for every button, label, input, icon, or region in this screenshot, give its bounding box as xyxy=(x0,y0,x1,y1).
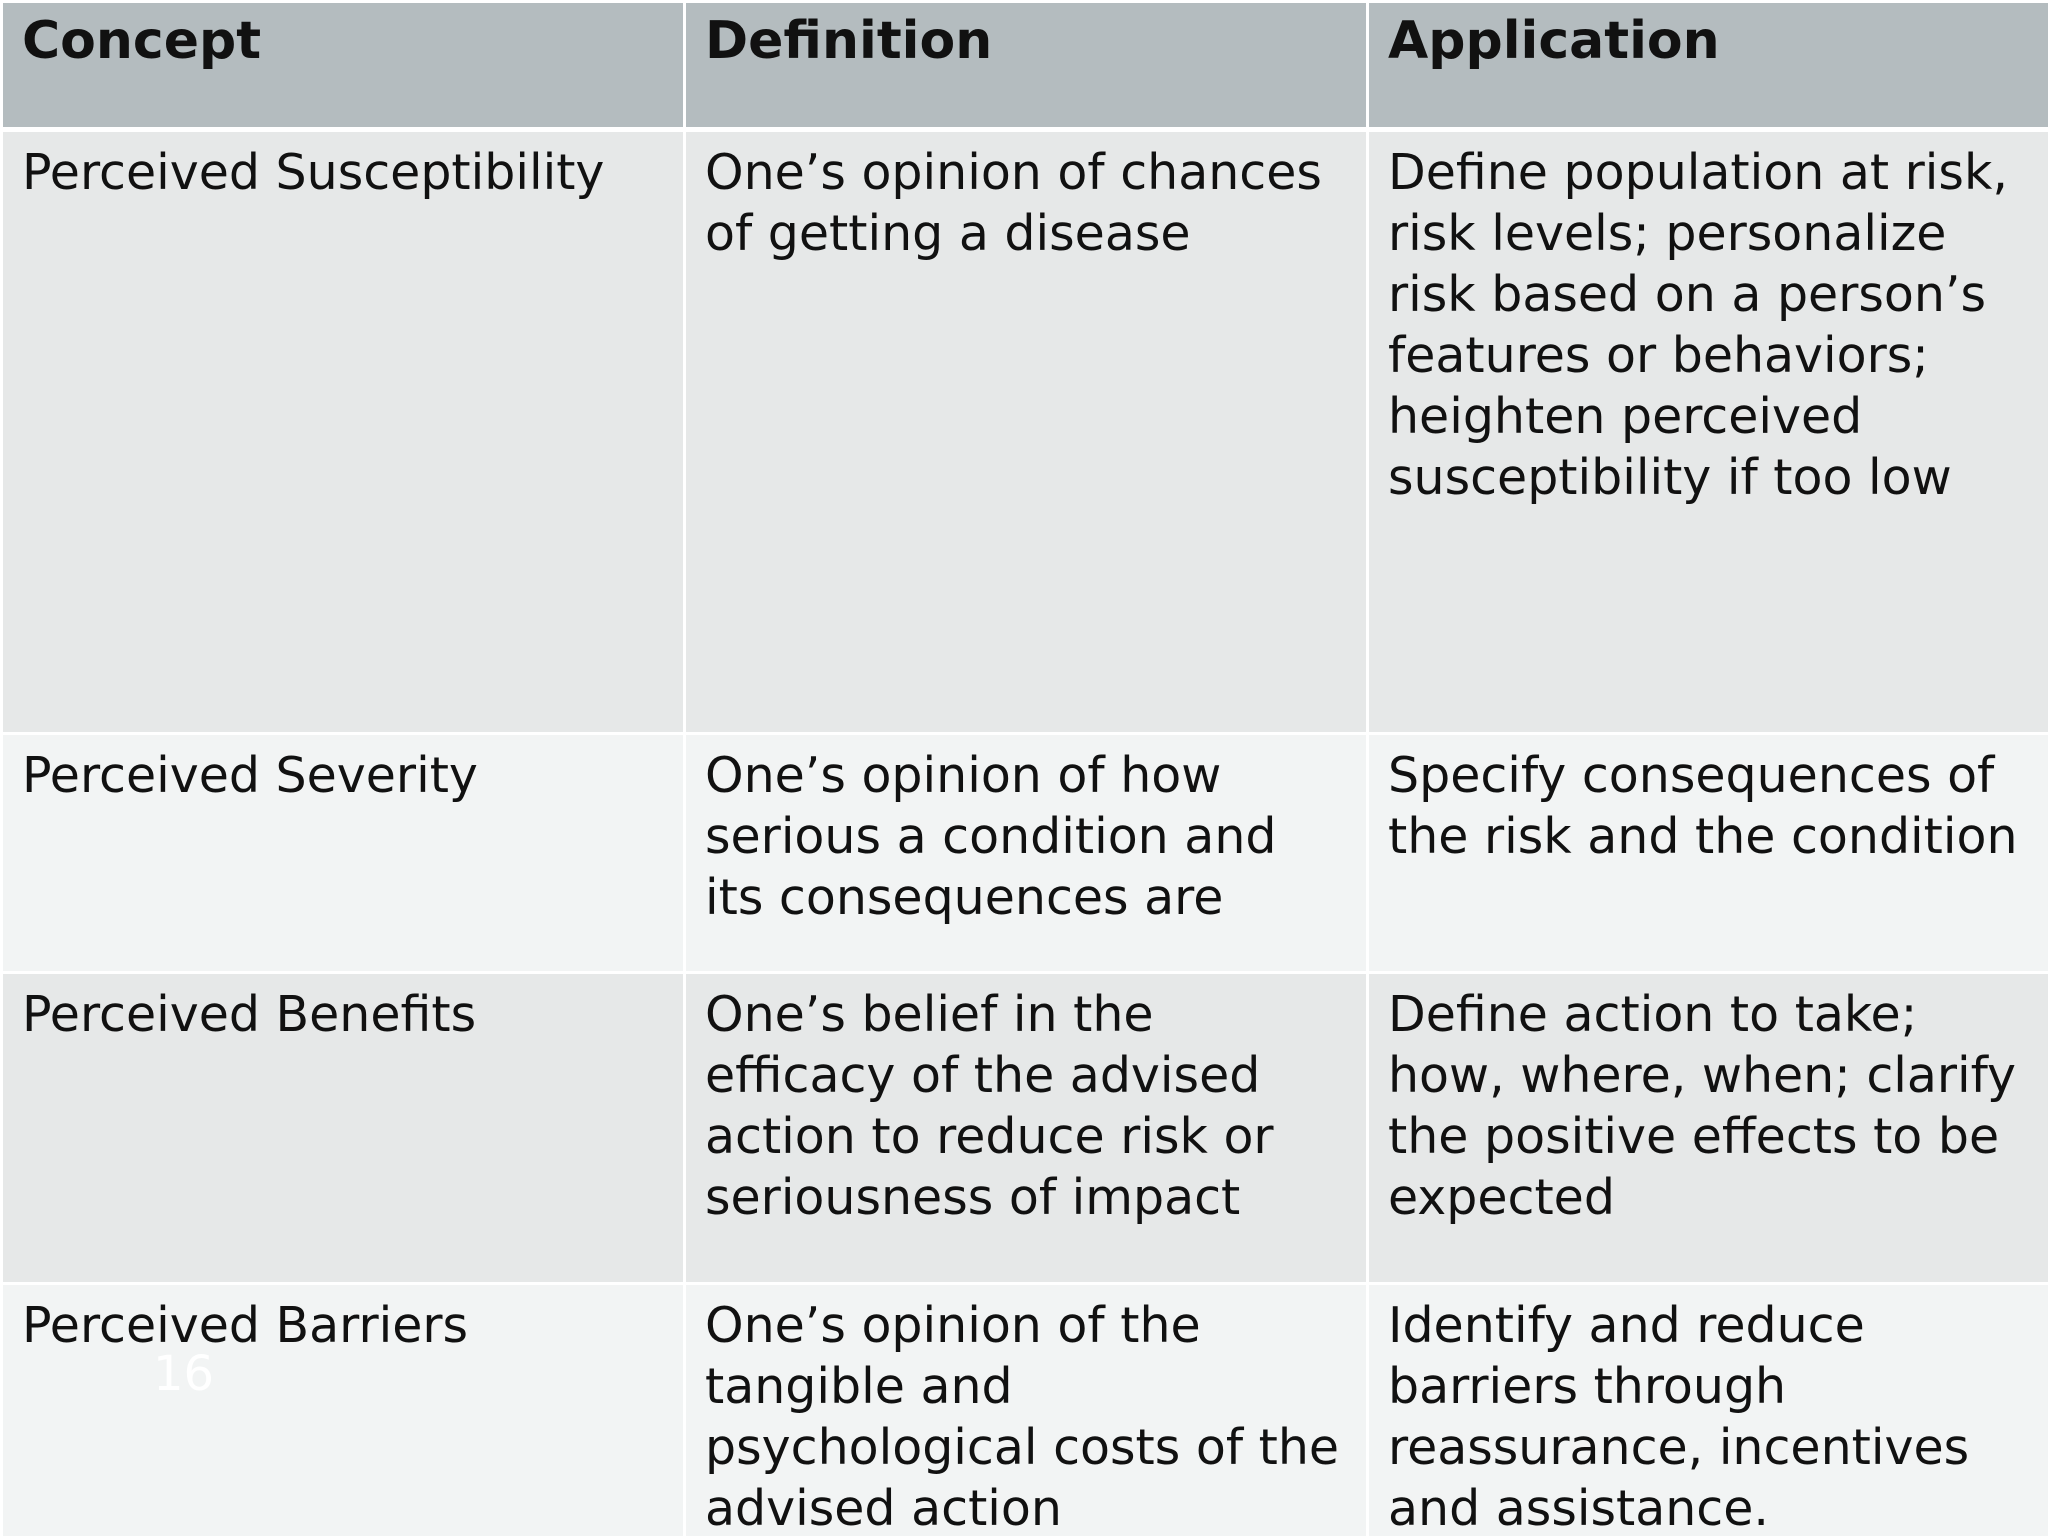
definition-cell: One’s opinion of how serious a condition and its consequences are xyxy=(685,734,1368,973)
header-definition: Definition xyxy=(685,2,1368,130)
header-application: Application xyxy=(1368,2,2048,130)
header-concept: Concept xyxy=(2,2,685,130)
definition-cell: One’s opinion of the tangible and psychological costs of the advised action xyxy=(685,1284,1368,1536)
concept-cell: Perceived Barriers xyxy=(2,1284,685,1536)
slide-number: 16 xyxy=(153,1346,215,1402)
concept-cell: Perceived Susceptibility xyxy=(2,130,685,734)
application-cell: Define action to take; how, where, when; clarify the positive effects to be expected xyxy=(1368,973,2048,1284)
table-row xyxy=(2,130,2048,734)
application-cell: Specify consequences of the risk and the condition xyxy=(1368,734,2048,973)
concept-cell: Perceived Benefits xyxy=(2,973,685,1284)
definition-cell: One’s opinion of chances of getting a disease xyxy=(685,130,1368,734)
table-row xyxy=(2,734,2048,973)
application-cell: Define population at risk, risk levels; personalize risk based on a person’s features or behaviors; heighten perceived susceptibility if too low xyxy=(1368,130,2048,734)
table-row xyxy=(2,1284,2048,1536)
application-cell: Identify and reduce barriers through reassurance, incentives and assistance. xyxy=(1368,1284,2048,1536)
table-header-row xyxy=(2,2,2048,130)
table-row xyxy=(2,973,2048,1284)
concept-cell: Perceived Severity xyxy=(2,734,685,973)
definition-cell: One’s belief in the efficacy of the advised action to reduce risk or seriousness of impact xyxy=(685,973,1368,1284)
